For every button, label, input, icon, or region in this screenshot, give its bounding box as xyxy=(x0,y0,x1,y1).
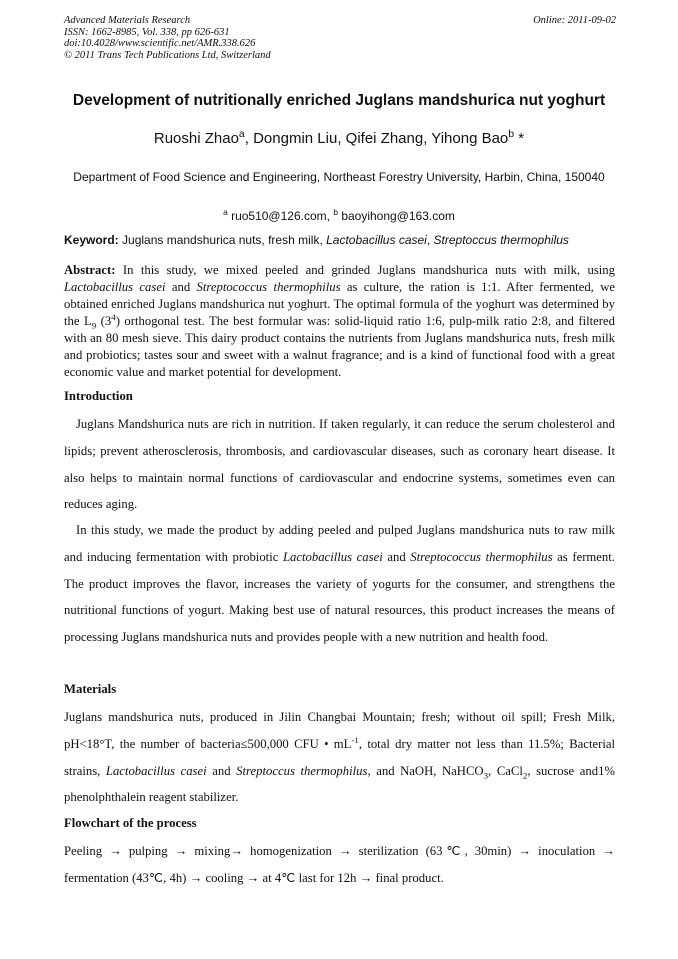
abstract-text: (3 xyxy=(96,314,112,328)
keyword-text-2: , xyxy=(426,233,434,247)
intro-paragraph-1: Juglans Mandshurica nuts are rich in nutrition. If taken regularly, it can reduce the serum cholesterol and lipids; prevent atherosclerosis, thrombosis, and cardiovascular diseases, such as coronary heart disease. It also helps to maintain normal functions of cardiovascular and endocrine systems, sometimes even can reduces aging. xyxy=(64,417,615,512)
intro-species-1: Lactobacillus casei xyxy=(282,549,383,564)
intro-text: as ferment. The product improves the flavor, increases the variety of yogurts for the consumer, and strengthens the nutritional functions of yogurt. Making best use of natural resources, this product increases the means of processing Juglans mandshurica nuts and provides people with a new nutrition and health food. xyxy=(64,549,615,645)
author-first: Ruoshi Zhao xyxy=(153,130,239,147)
keyword-line xyxy=(64,233,624,247)
materials-text: and xyxy=(206,763,237,778)
materials-text: , total dry matter not less than 11.5%; Bacterial strains, xyxy=(64,736,616,778)
intro-species-2: Streptococcus thermophilus xyxy=(410,549,553,564)
abstract-species-2: Streptococcus thermophilus xyxy=(196,280,341,294)
copyright-line: © 2011 Trans Tech Publications Ltd, Switzerland xyxy=(64,49,271,61)
author-last-sup: b xyxy=(508,128,515,140)
doi-line: doi:10.4028/www.scientific.net/AMR.338.626 xyxy=(64,38,256,49)
materials-subscript: 3 xyxy=(483,770,489,781)
email-a: ruo510@126.com, xyxy=(227,209,334,223)
materials-text: , and NaOH, NaHCO xyxy=(367,763,484,778)
intro-text: In this study, we made the product by adding peeled and pulped Juglans mandshurica nuts to raw milk and inducing fermentation with probiotic xyxy=(64,523,615,564)
keyword-italic-2: Streptoccus thermophilus xyxy=(433,233,569,247)
abstract-text: and xyxy=(165,280,197,294)
issn-line: ISSN: 1662-8985, Vol. 338, pp 626-631 xyxy=(64,26,230,38)
intro-text: and xyxy=(382,549,411,564)
corresponding-star: * xyxy=(514,130,525,147)
keyword-label: Keyword: xyxy=(64,233,119,247)
keyword-text-1: Juglans mandshurica nuts, fresh milk, xyxy=(118,233,327,247)
author-rest: , Dongmin Liu, Qifei Zhang, Yihong Bao xyxy=(244,130,509,147)
paper-title: Development of nutritionally enriched Juglans mandshurica nut yoghurt xyxy=(72,92,606,109)
affiliation: Department of Food Science and Engineering, Northeast Forestry University, Harbin, China, 150040 xyxy=(73,170,605,184)
abstract-text: ) orthogonal test. The best formular was: solid-liquid ratio 1:6, pulp-milk ratio 2:8, and filtered with an 80 mesh sieve. This dairy product contains the nutrients from Juglans mandshurica nuts, fresh milk and probiotics; tastes sour and sweet with a walnut fragrance; and is a kind of functional food with a great economic value and market potential for development. xyxy=(64,314,615,379)
author-list xyxy=(40,130,638,147)
abstract-superscript: 4 xyxy=(111,311,116,322)
journal-header xyxy=(64,15,616,61)
email-line xyxy=(40,209,638,223)
flowchart-paragraph: Peeling → pulping → mixing→ homogenization → sterilization (63℃, 30min) → inoculation → fermentation (43℃, 4h) → cooling → at 4℃ last for 12h → final product. xyxy=(64,844,615,885)
email-b: baoyihong@163.com xyxy=(337,209,455,223)
abstract-species-1: Lactobacillus casei xyxy=(64,280,166,294)
email-sup-a: a xyxy=(223,207,228,217)
journal-name: Advanced Materials Research xyxy=(64,15,191,26)
online-date: Online: 2011-09-02 xyxy=(533,15,616,26)
abstract-subscript: 9 xyxy=(91,320,97,331)
materials-subscript: 2 xyxy=(522,770,528,781)
keyword-italic-1: Lactobacillus casei xyxy=(326,233,427,247)
materials-superscript: -1 xyxy=(351,734,359,745)
materials-species-1: Lactobacillus casei xyxy=(105,763,207,778)
abstract-label: Abstract: xyxy=(64,263,116,277)
email-sup-b: b xyxy=(333,207,338,217)
abstract-text: In this study, we mixed peeled and grinded Juglans mandshurica nuts with milk, using xyxy=(115,263,615,277)
abstract-paragraph xyxy=(64,262,615,381)
materials-text: , sucrose and1% phenolphthalein reagent stabilizer. xyxy=(64,763,615,805)
section-heading-flowchart: Flowchart of the process xyxy=(64,816,197,830)
materials-text: Juglans mandshurica nuts, produced in Jilin Changbai Mountain; fresh; without oil spill; Fresh Milk, pH<18°T, the number of bacteria≤500,000 CFU • mL xyxy=(64,710,615,751)
intro-paragraph-2 xyxy=(64,517,615,651)
materials-paragraph xyxy=(64,704,615,811)
abstract-text: as culture, the ration is 1:1. After fermented, we obtained enriched Juglans mandshurica nut yoghurt. The optimal formula of the yoghurt was determined by the L xyxy=(64,280,615,328)
materials-species-2: Streptoccus thermophilus xyxy=(236,763,368,778)
author-first-sup: a xyxy=(238,128,245,140)
materials-text: , CaCl xyxy=(488,763,523,778)
section-heading-introduction: Introduction xyxy=(64,389,133,403)
section-heading-materials: Materials xyxy=(64,682,117,696)
